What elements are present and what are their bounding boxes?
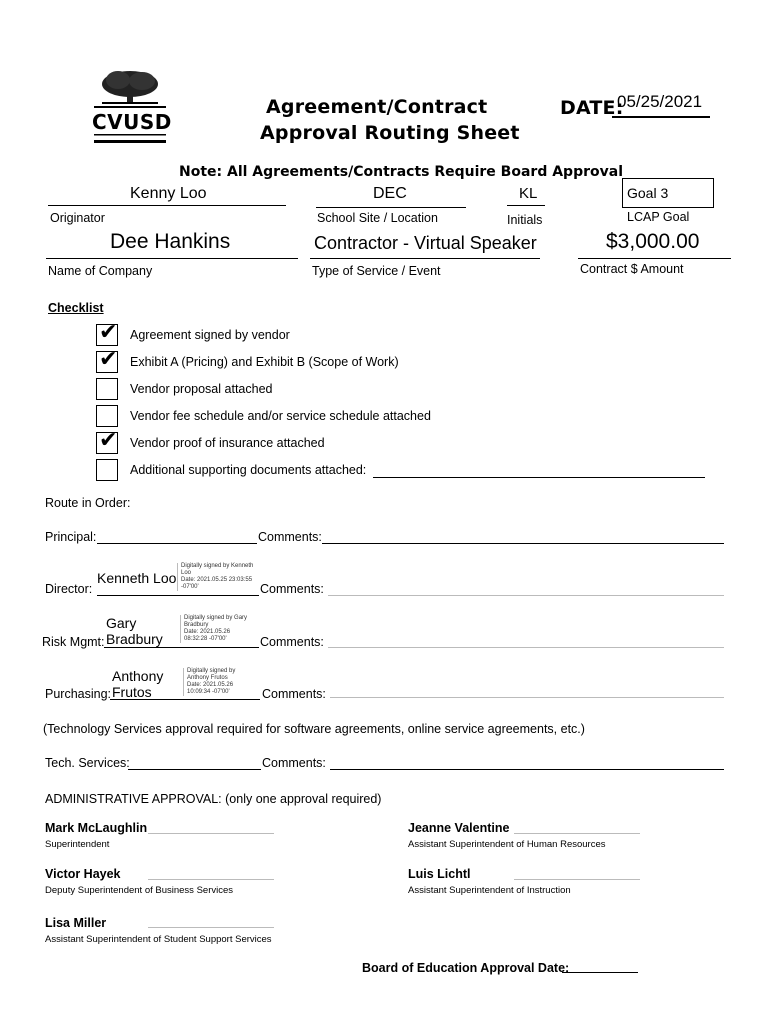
purchasing-sign-line[interactable] xyxy=(110,699,260,700)
company-line xyxy=(46,258,298,259)
risk-sign-line[interactable] xyxy=(104,647,259,648)
checklist-checkbox[interactable] xyxy=(96,428,118,454)
date-value[interactable]: 05/25/2021 xyxy=(617,92,703,111)
admin-line-miller[interactable] xyxy=(148,927,274,928)
route-heading: Route in Order: xyxy=(45,496,131,510)
lcap-value[interactable]: Goal 3 xyxy=(622,178,714,208)
originator-line xyxy=(48,205,286,206)
purchasing-digital-signature: Digitally signed by Anthony Frutos Date: 2021.05.26 10:09:34 -07'00' xyxy=(183,668,235,696)
tech-comments-label: Comments: xyxy=(262,756,326,770)
principal-sign-line[interactable] xyxy=(97,543,257,544)
risk-signature-name-2[interactable]: Bradbury xyxy=(106,631,163,647)
risk-comments-line[interactable] xyxy=(328,647,724,648)
admin-heading: ADMINISTRATIVE APPROVAL: (only one approval required) xyxy=(45,792,382,806)
admin-name-mclaughlin: Mark McLaughlin xyxy=(45,821,148,835)
admin-title-hayek: Deputy Superintendent of Business Services xyxy=(45,885,233,896)
checklist-checkbox[interactable] xyxy=(96,459,118,481)
originator-value[interactable]: Kenny Loo xyxy=(130,185,207,202)
school-value[interactable]: DEC xyxy=(373,185,407,202)
director-comments-line[interactable] xyxy=(328,595,724,596)
purchasing-signature-name-2[interactable]: Frutos xyxy=(112,684,152,700)
admin-title-valentine: Assistant Superintendent of Human Resources xyxy=(408,839,606,850)
checklist-item-label: Vendor proposal attached xyxy=(130,382,273,396)
service-line xyxy=(310,258,540,259)
company-label: Name of Company xyxy=(48,264,153,278)
admin-line-valentine[interactable] xyxy=(514,833,640,834)
checklist-item-label: Vendor fee schedule and/or service schedule attached xyxy=(130,409,431,423)
amount-label: Contract $ Amount xyxy=(580,262,684,276)
director-sign-line[interactable] xyxy=(97,595,259,596)
director-comments-label: Comments: xyxy=(260,582,324,596)
checklist-checkbox[interactable] xyxy=(96,405,118,427)
checklist-item-label: Agreement signed by vendor xyxy=(130,328,290,342)
tech-label: Tech. Services: xyxy=(45,756,130,770)
admin-name-valentine: Jeanne Valentine xyxy=(408,821,510,835)
district-logo xyxy=(88,66,172,148)
tech-note: (Technology Services approval required for software agreements, online service agreements, etc.) xyxy=(43,722,585,736)
service-value[interactable]: Contractor - Virtual Speaker xyxy=(314,233,537,253)
purchasing-comments-label: Comments: xyxy=(262,687,326,701)
date-underline xyxy=(612,100,710,118)
school-label: School Site / Location xyxy=(317,211,438,225)
principal-comments-label: Comments: xyxy=(258,530,322,544)
logo-text: CVUSD xyxy=(92,110,172,134)
risk-signature-name-1[interactable]: Gary xyxy=(106,615,137,631)
admin-line-mclaughlin[interactable] xyxy=(148,833,274,834)
admin-title-lichtl: Assistant Superintendent of Instruction xyxy=(408,885,571,896)
admin-line-lichtl[interactable] xyxy=(514,879,640,880)
initials-line xyxy=(507,205,545,206)
board-approval-line[interactable] xyxy=(562,972,638,973)
checkmark-icon: ✔ xyxy=(99,347,118,372)
tech-sign-line[interactable] xyxy=(128,769,261,770)
company-value[interactable]: Dee Hankins xyxy=(110,230,231,253)
date-label: DATE: xyxy=(560,97,624,119)
checklist-heading: Checklist xyxy=(48,301,104,315)
principal-comments-line[interactable] xyxy=(322,543,724,544)
checkmark-icon: ✔ xyxy=(99,320,118,345)
page-title-line2: Approval Routing Sheet xyxy=(260,122,520,144)
school-line xyxy=(316,207,466,208)
checkmark-icon: ✔ xyxy=(99,428,118,453)
page-title-line1: Agreement/Contract xyxy=(266,96,488,118)
checklist-checkbox[interactable] xyxy=(96,378,118,400)
initials-label: Initials xyxy=(507,213,543,227)
amount-line xyxy=(578,258,731,259)
admin-name-lichtl: Luis Lichtl xyxy=(408,867,471,881)
risk-digital-signature: Digitally signed by Gary Bradbury Date: 2021.05.26 08:32:28 -07'00' xyxy=(180,615,247,643)
tech-comments-line[interactable] xyxy=(330,769,724,770)
board-note: Note: All Agreements/Contracts Require Board Approval xyxy=(179,164,623,180)
admin-title-mclaughlin: Superintendent xyxy=(45,839,110,850)
checklist-checkbox[interactable] xyxy=(96,347,118,373)
checklist-checkbox[interactable] xyxy=(96,320,118,346)
director-signature-name[interactable]: Kenneth Loo xyxy=(97,570,177,586)
board-approval-label: Board of Education Approval Date: xyxy=(362,961,570,975)
purchasing-comments-line[interactable] xyxy=(330,697,724,698)
director-digital-signature: Digitally signed by Kenneth Loo Date: 2021.05.25 23:03:55 -07'00' xyxy=(177,563,253,591)
admin-name-miller: Lisa Miller xyxy=(45,916,107,930)
initials-value[interactable]: KL xyxy=(519,185,538,202)
tree-logo-icon xyxy=(88,66,172,148)
purchasing-signature-name-1[interactable]: Anthony xyxy=(112,668,164,684)
risk-comments-label: Comments: xyxy=(260,635,324,649)
admin-title-miller: Assistant Superintendent of Student Support Services xyxy=(45,934,272,945)
purchasing-label: Purchasing: xyxy=(45,687,112,701)
service-label: Type of Service / Event xyxy=(312,264,441,278)
director-label: Director: xyxy=(45,582,93,596)
principal-label: Principal: xyxy=(45,530,97,544)
risk-label: Risk Mgmt: xyxy=(42,635,105,649)
lcap-label: LCAP Goal xyxy=(627,210,690,224)
additional-docs-line xyxy=(373,477,705,478)
originator-label: Originator xyxy=(50,211,105,225)
admin-line-hayek[interactable] xyxy=(148,879,274,880)
checklist-item-label: Exhibit A (Pricing) and Exhibit B (Scope of Work) xyxy=(130,355,399,369)
checklist-item-label: Additional supporting documents attached: xyxy=(130,463,367,477)
checklist-item-label: Vendor proof of insurance attached xyxy=(130,436,325,450)
admin-name-hayek: Victor Hayek xyxy=(45,867,121,881)
amount-value[interactable]: $3,000.00 xyxy=(606,230,700,253)
